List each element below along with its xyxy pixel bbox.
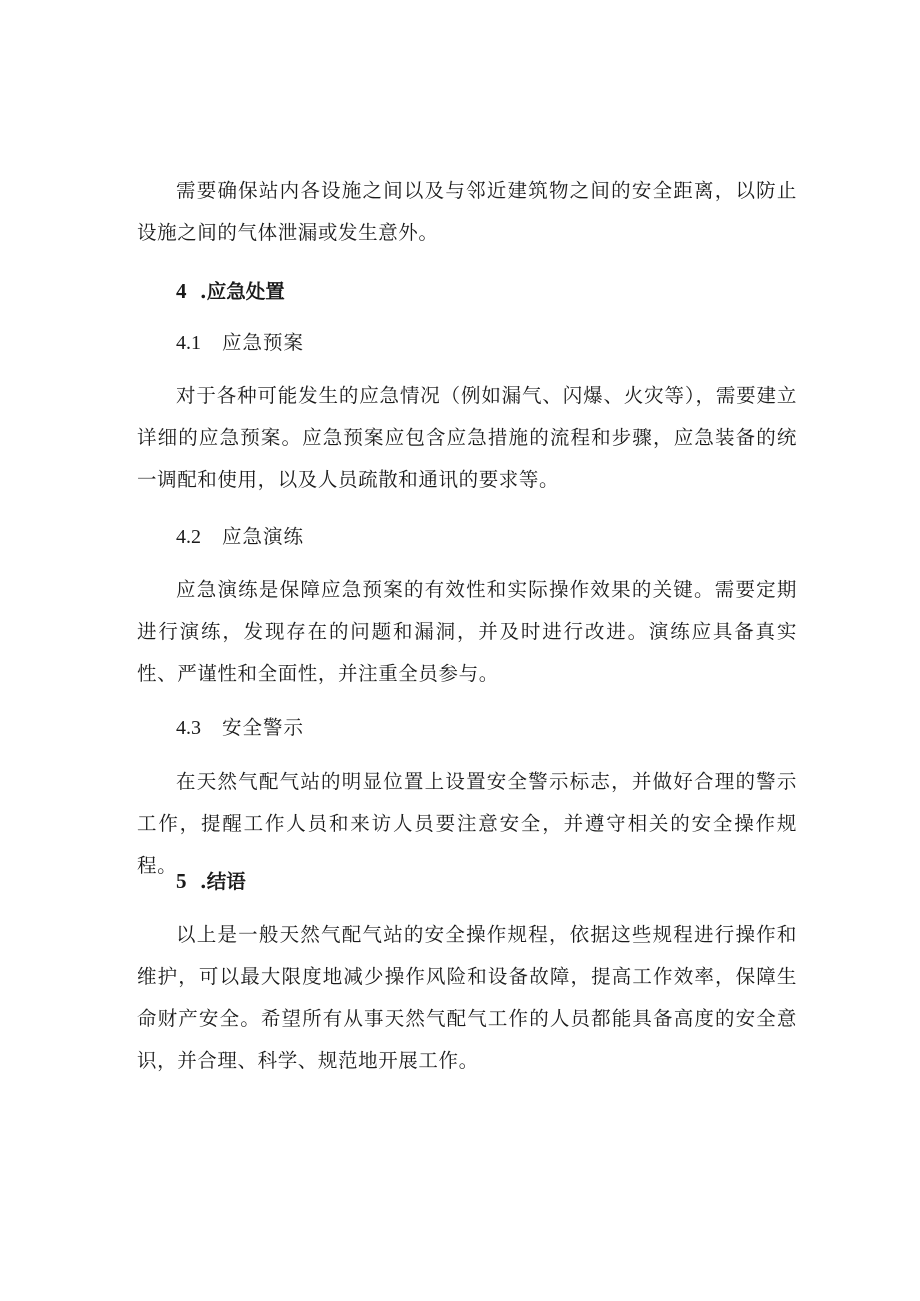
subsection-title: 应急演练: [222, 525, 305, 548]
subsection-heading-4-2: [176, 522, 304, 552]
subsection-number: 4.2: [176, 526, 201, 548]
paragraph-intro: 需要确保站内各设施之间以及与邻近建筑物之间的安全距离，以防止设施之间的气体泄漏或发生意外。: [137, 179, 797, 244]
section-number: 5: [176, 869, 188, 893]
subsection-number: 4.3: [176, 717, 201, 739]
paragraph-4-1: 对于各种可能发生的应急情况（例如漏气、闪爆、火灾等），需要建立详细的应急预案。应急预案应包含应急措施的流程和步骤，应急装备的统一调配和使用，以及人员疏散和通讯的要求等。: [137, 384, 797, 491]
subsection-heading-4-1: [176, 328, 304, 358]
section-heading-5: [176, 866, 246, 897]
section-title: .应急处置: [199, 280, 285, 303]
subsection-heading-4-3: [176, 713, 304, 743]
paragraph-4-3: 在天然气配气站的明显位置上设置安全警示标志，并做好合理的警示工作，提醒工作人员和来访人员要注意安全，并遵守相关的安全操作规程。: [137, 770, 797, 877]
section-title: .结语: [199, 870, 246, 893]
paragraph-5: 以上是一般天然气配气站的安全操作规程，依据这些规程进行操作和维护，可以最大限度地减少操作风险和设备故障，提高工作效率，保障生命财产安全。希望所有从事天然气配气工作的人员都能具备高度的安全意识，并合理、科学、规范地开展工作。: [137, 923, 797, 1072]
subsection-title: 安全警示: [222, 716, 305, 739]
paragraph-4-2: 应急演练是保障应急预案的有效性和实际操作效果的关键。需要定期进行演练，发现存在的问题和漏洞，并及时进行改进。演练应具备真实性、严谨性和全面性，并注重全员参与。: [137, 578, 797, 685]
subsection-title: 应急预案: [222, 331, 305, 354]
section-heading-4: [176, 276, 285, 307]
subsection-number: 4.1: [176, 332, 201, 354]
section-number: 4: [176, 279, 188, 303]
